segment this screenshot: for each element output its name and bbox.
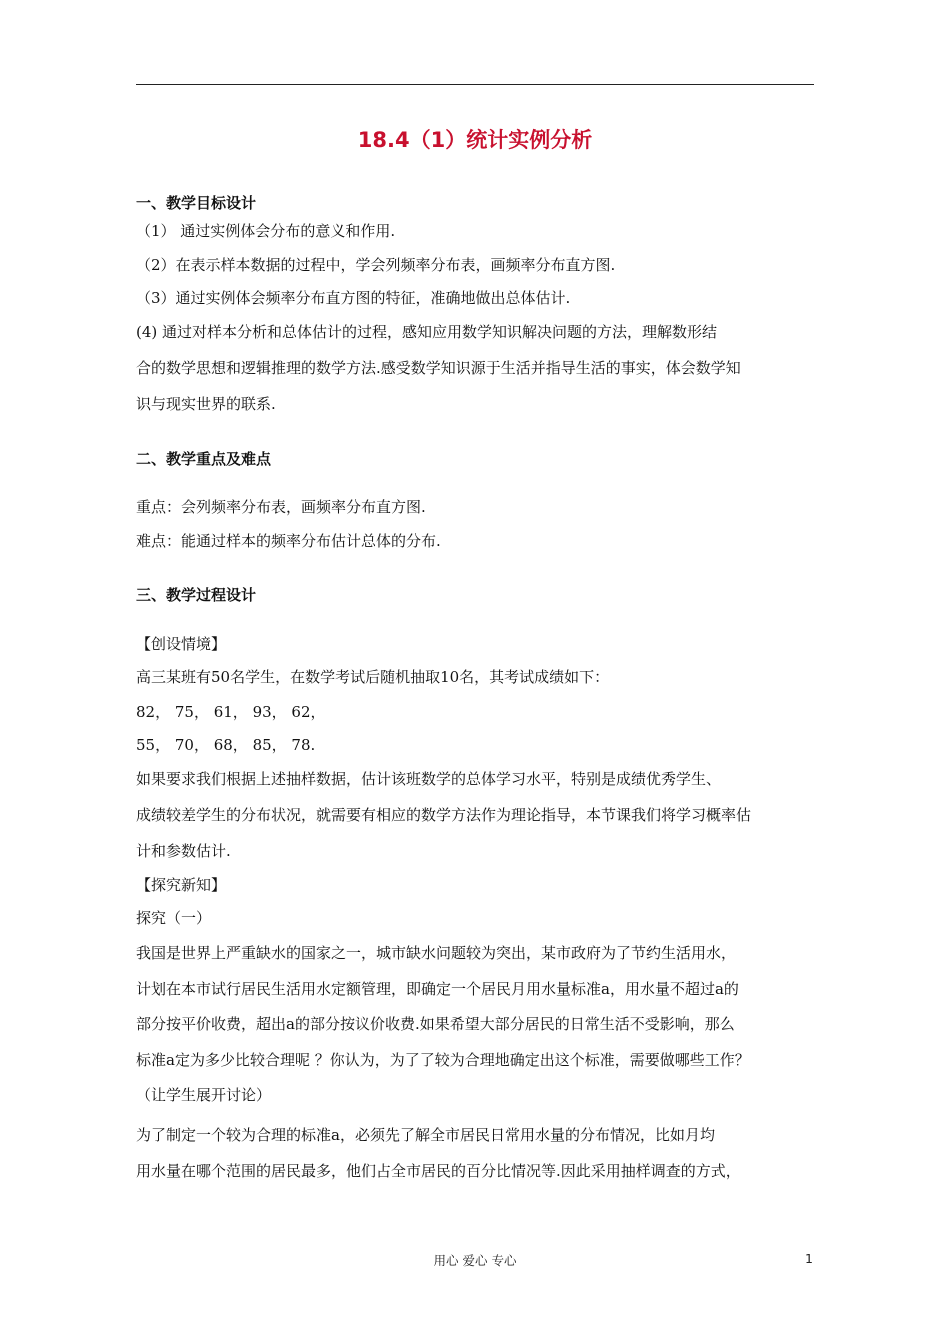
- process-line: 如果要求我们根据上述抽样数据，估计该班数学的总体学习水平，特别是成绩优秀学生、: [136, 770, 722, 788]
- objective-item: (4) 通过对样本分析和总体估计的过程，感知应用数学知识解决问题的方法，理解数形结: [136, 323, 718, 341]
- process-line: （让学生展开讨论）: [136, 1086, 272, 1104]
- objective-item: （2）在表示样本数据的过程中，学会列频率分布表，画频率分布直方图.: [136, 256, 616, 274]
- objective-item: 识与现实世界的联系.: [136, 395, 276, 413]
- process-line: 高三某班有50名学生，在数学考试后随机抽取10名，其考试成绩如下：: [136, 668, 610, 686]
- process-line: 探究（一）: [136, 909, 212, 927]
- process-line: 【探究新知】: [136, 876, 227, 894]
- page-footer: 用心 爱心 专心: [433, 1253, 517, 1268]
- process-line: 为了制定一个较为合理的标准a，必须先了解全市居民日常用水量的分布情况，比如月均: [136, 1126, 715, 1144]
- process-line: 我国是世界上严重缺水的国家之一，城市缺水问题较为突出，某市政府为了节约生活用水，: [136, 944, 737, 962]
- objective-item: （3）通过实例体会频率分布直方图的特征，准确地做出总体估计.: [136, 289, 571, 307]
- process-line: 成绩较差学生的分布状况，就需要有相应的数学方法作为理论指导，本节课我们将学习概率估: [136, 806, 752, 824]
- section-heading-keypoints: 二、教学重点及难点: [136, 450, 272, 468]
- process-line: 【创设情境】: [136, 635, 227, 653]
- objective-item: 合的数学思想和逻辑推理的数学方法.感受数学知识源于生活并指导生活的事实，体会数学知: [136, 359, 741, 377]
- process-line: 82， 75， 61， 93， 62，: [136, 703, 326, 721]
- process-line: 标准a定为多少比较合理呢 ？你认为，为了了较为合理地确定出这个标准，需要做哪些工作？: [136, 1051, 750, 1069]
- process-line: 计和参数估计.: [136, 842, 231, 860]
- process-line: 部分按平价收费，超出a的部分按议价收费.如果希望大部分居民的日常生活不受影响，那么: [136, 1015, 735, 1033]
- objective-item: （1） 通过实例体会分布的意义和作用.: [136, 222, 396, 240]
- process-line: 用水量在哪个范围的居民最多，他们占全市居民的百分比情况等.因此采用抽样调查的方式，: [136, 1162, 741, 1180]
- section-heading-objectives: 一、教学目标设计: [136, 194, 257, 212]
- section-heading-process: 三、教学过程设计: [136, 586, 257, 604]
- page-title: 18.4（1）统计实例分析: [357, 128, 593, 152]
- process-line: 计划在本市试行居民生活用水定额管理，即确定一个居民月用水量标准a，用水量不超过a的: [136, 980, 739, 998]
- keypoint-item: 重点：会列频率分布表，画频率分布直方图.: [136, 498, 426, 516]
- keypoint-item: 难点：能通过样本的频率分布估计总体的分布.: [136, 532, 441, 550]
- process-line: 55， 70， 68， 85， 78.: [136, 736, 316, 754]
- header-rule: [136, 84, 814, 85]
- page-number: 1: [805, 1251, 813, 1266]
